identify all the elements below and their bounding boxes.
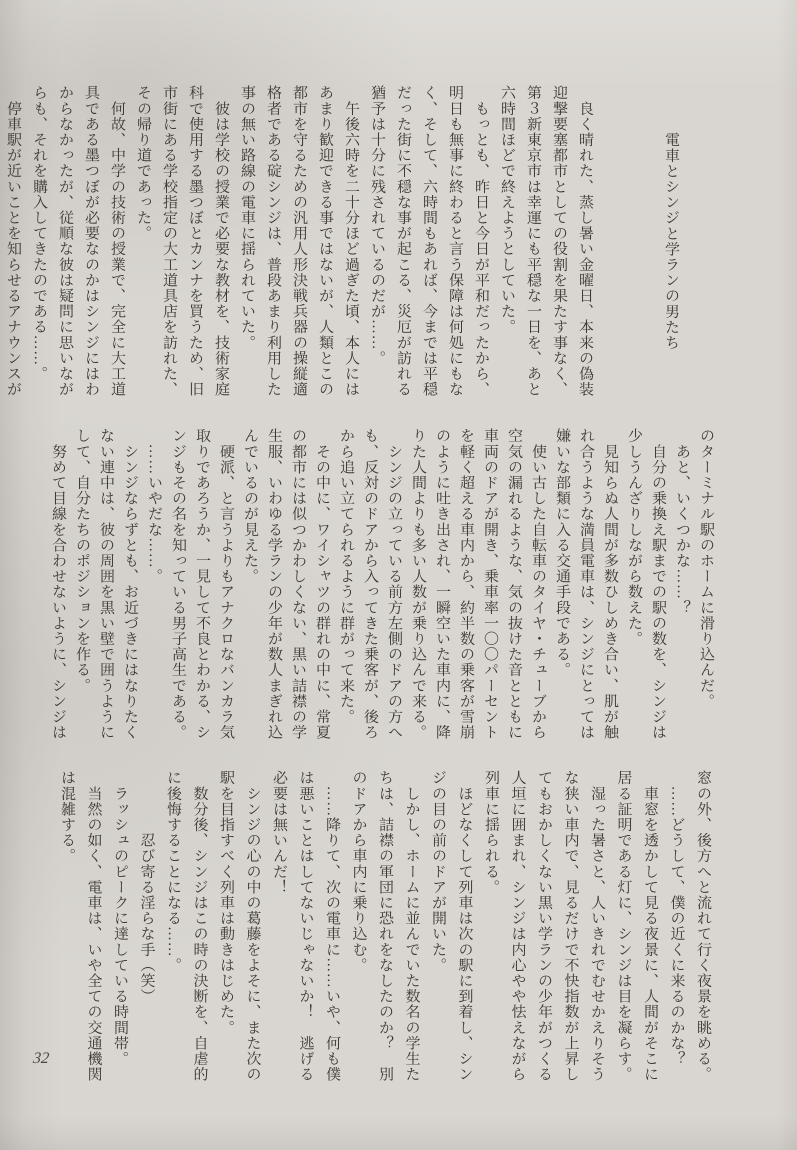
- text-block-top: [0, 85, 718, 425]
- text-column: 市街にある学校指定の大工道具店を訪れた、: [161, 85, 177, 397]
- text-column: ……いやだな……。: [146, 428, 162, 584]
- text-column: 格者である碇シンジは、普段あまり利用した: [265, 85, 281, 397]
- text-column: 事の無い路線の電車に揺られていた。: [239, 85, 255, 351]
- text-column: 迎撃要塞都市としての役割を果たす事なく、: [551, 85, 567, 397]
- text-column: から追い立てられるように群がって来た。: [338, 428, 354, 725]
- text-column: りた人間よりも多い人数が乗り込んで来る。: [410, 428, 426, 740]
- text-column: 当然の如く、電車は、いや全ての交通機関: [85, 770, 102, 1082]
- text-column: 科で使用する墨つぼとカンナを買うため、旧: [187, 85, 203, 397]
- text-column: 空気の漏れるような、気の抜けた音とともに: [506, 428, 522, 740]
- text-column: 六時間ほどで終えようとしていた。: [499, 85, 515, 335]
- text-column: 窓の外、後方へと流れて行く夜景を眺める。: [695, 770, 711, 1082]
- text-column: れ合うような満員電車は、シンジにとっては: [578, 428, 594, 740]
- text-column: ジの目の前のドアが開いた。: [430, 770, 446, 973]
- text-column: 駅を目指すべく列車は動きはじめた。: [218, 770, 234, 1036]
- text-column: からなかったが、従順な彼は疑問に思いなが: [57, 85, 73, 397]
- text-column: 湿った暑さと、人いきれでむせかえりそう: [589, 770, 605, 1082]
- text-column: を軽く超える車内から、約半数の乗客が雪崩: [458, 428, 474, 740]
- text-column: のドアから車内に乗り込む。: [350, 770, 367, 973]
- text-column: 忍び寄る淫らな手（笑）: [138, 770, 155, 1004]
- text-column: 居る証明である灯に、シンジは目を凝らす。: [615, 770, 632, 1082]
- text-column: んでいるのが見えた。: [242, 428, 258, 584]
- text-column: ンジもその名を知っている男子高生である。: [170, 428, 186, 740]
- text-block-bottom: [54, 770, 717, 1118]
- text-column: しかし、ホームに並んでいた数名の学生た: [403, 770, 420, 1082]
- text-column: 取りであろうか、一見して不良とわかる、シ: [194, 428, 210, 740]
- text-column: ……どうして、僕の近くに来るのかな？: [668, 770, 685, 1067]
- text-column: あまり歓迎できる事ではないが、人類とこの: [317, 85, 333, 397]
- text-column: シンジの心の中の葛藤をよそに、また次の: [244, 770, 261, 1082]
- text-column: 列車に揺られる。: [483, 770, 499, 895]
- text-column: シンジの立っている前方左側のドアの方へ: [386, 428, 402, 740]
- text-column: 努めて目線を合わせないように、シンジは: [50, 428, 66, 740]
- text-column: 見知らぬ人間が多数ひしめき合い、肌が触: [602, 428, 618, 740]
- text-column: 硬派、と言うよりもアナクロなバンカラ気: [218, 428, 234, 740]
- text-column: 具である墨つぼが必要なのかはシンジにはわ: [83, 85, 99, 397]
- text-column: ちは、詰襟の軍団に恐れをなしたのか？ 別: [377, 770, 393, 1082]
- text-column: ……降りて、次の電車に……いや、何も僕: [324, 770, 340, 1082]
- text-column: てもおかしくない黒い学ランの少年がつくる: [536, 770, 552, 1082]
- text-column: 何故、中学の技術の授業で、完全に大工道: [109, 85, 125, 397]
- text-column: く、そして、六時間もあれば、今までは平穏: [421, 85, 437, 397]
- text-column: は混雑する。: [59, 770, 75, 864]
- text-column: 猶予は十分に残されているのだが……。: [369, 85, 385, 366]
- text-column: 明日も無事に終わると言う保障は何処にもな: [447, 85, 463, 397]
- text-column: な狭い車内で、見るだけで不快指数が上昇し: [562, 770, 579, 1082]
- text-column: もっとも、昨日と今日が平和だったから、: [473, 85, 489, 397]
- text-column: その中に、ワイシャツの群れの中に、常夏: [314, 428, 330, 740]
- text-column: 数分後、シンジはこの時の決断を、自虐的: [191, 770, 208, 1082]
- text-column: 嫌いな部類に入る交通手段である。: [554, 428, 570, 678]
- text-column: 第３新東京市は幸運にも平穏な一日を、あと: [525, 85, 541, 397]
- text-column: のように吐き出され、一瞬空いた車内に、降: [434, 428, 450, 740]
- text-column: ラッシュのピークに達している時間帯。: [112, 770, 128, 1067]
- text-column: 車窓を透かして見る夜景に、人間がそこに: [642, 770, 658, 1082]
- text-column: 自分の乗換え駅までの駅の数を、シンジは: [650, 428, 666, 740]
- text-column: ない連中は、彼の周囲を黒い壁で囲うように: [98, 428, 114, 740]
- text-column: 午後六時を二十分ほど過ぎた頃、本人には: [343, 85, 359, 397]
- text-column: の都市には似つかわしくない、黒い詰襟の学: [290, 428, 306, 740]
- text-column: のターミナル駅のホームに滑り込んだ。: [698, 428, 714, 709]
- text-column: も、反対のドアから入ってきた乗客が、後ろ: [362, 428, 378, 740]
- text-column: だった街に不穏な事が起こる、災厄が訪れる: [395, 85, 411, 397]
- text-column: あと、いくつかな……？: [674, 428, 690, 616]
- text-column: 使い古した自転車のタイヤ・チューブから: [530, 428, 546, 740]
- text-column: 彼は学校の授業で必要な教材を、技術家庭: [213, 85, 229, 397]
- text-column: は悪いことはしてないじゃないか！ 逃げる: [297, 770, 314, 1082]
- text-column: 生服、いわゆる学ランの少年が数人まぎれ込: [266, 428, 282, 740]
- text-column: 人垣に囲まれ、シンジは内心やや怯えながら: [509, 770, 526, 1082]
- text-column: に後悔することになる……。: [165, 770, 181, 973]
- text-column: 車両のドアが開き、乗車率一〇〇パーセント: [482, 428, 498, 740]
- text-column: して、自分たちのポジションを作る。: [74, 428, 90, 694]
- story-title: 電車とシンジと学ランの男たち: [663, 132, 679, 351]
- text-column: 良く晴れた、蒸し暑い金曜日、本来の偽装: [577, 85, 593, 397]
- text-block-middle: [46, 428, 718, 768]
- text-column: 必要は無いんだ！: [271, 770, 287, 895]
- text-column: 停車駅が近いことを知らせるアナウンスが: [5, 85, 21, 397]
- text-column: シンジならずとも、お近づきにはなりたく: [122, 428, 138, 740]
- text-column: 都市を守るための汎用人形決戦兵器の操縦適: [291, 85, 307, 397]
- page-number: 32: [32, 1050, 50, 1067]
- text-column: らも、それを購入してきたのである……。: [31, 85, 47, 382]
- text-column: その帰り道であった。: [135, 85, 151, 241]
- text-column: ほどなくして列車は次の駅に到着し、シン: [456, 770, 473, 1082]
- text-column: 少しうんざりしながら数えた。: [626, 428, 642, 647]
